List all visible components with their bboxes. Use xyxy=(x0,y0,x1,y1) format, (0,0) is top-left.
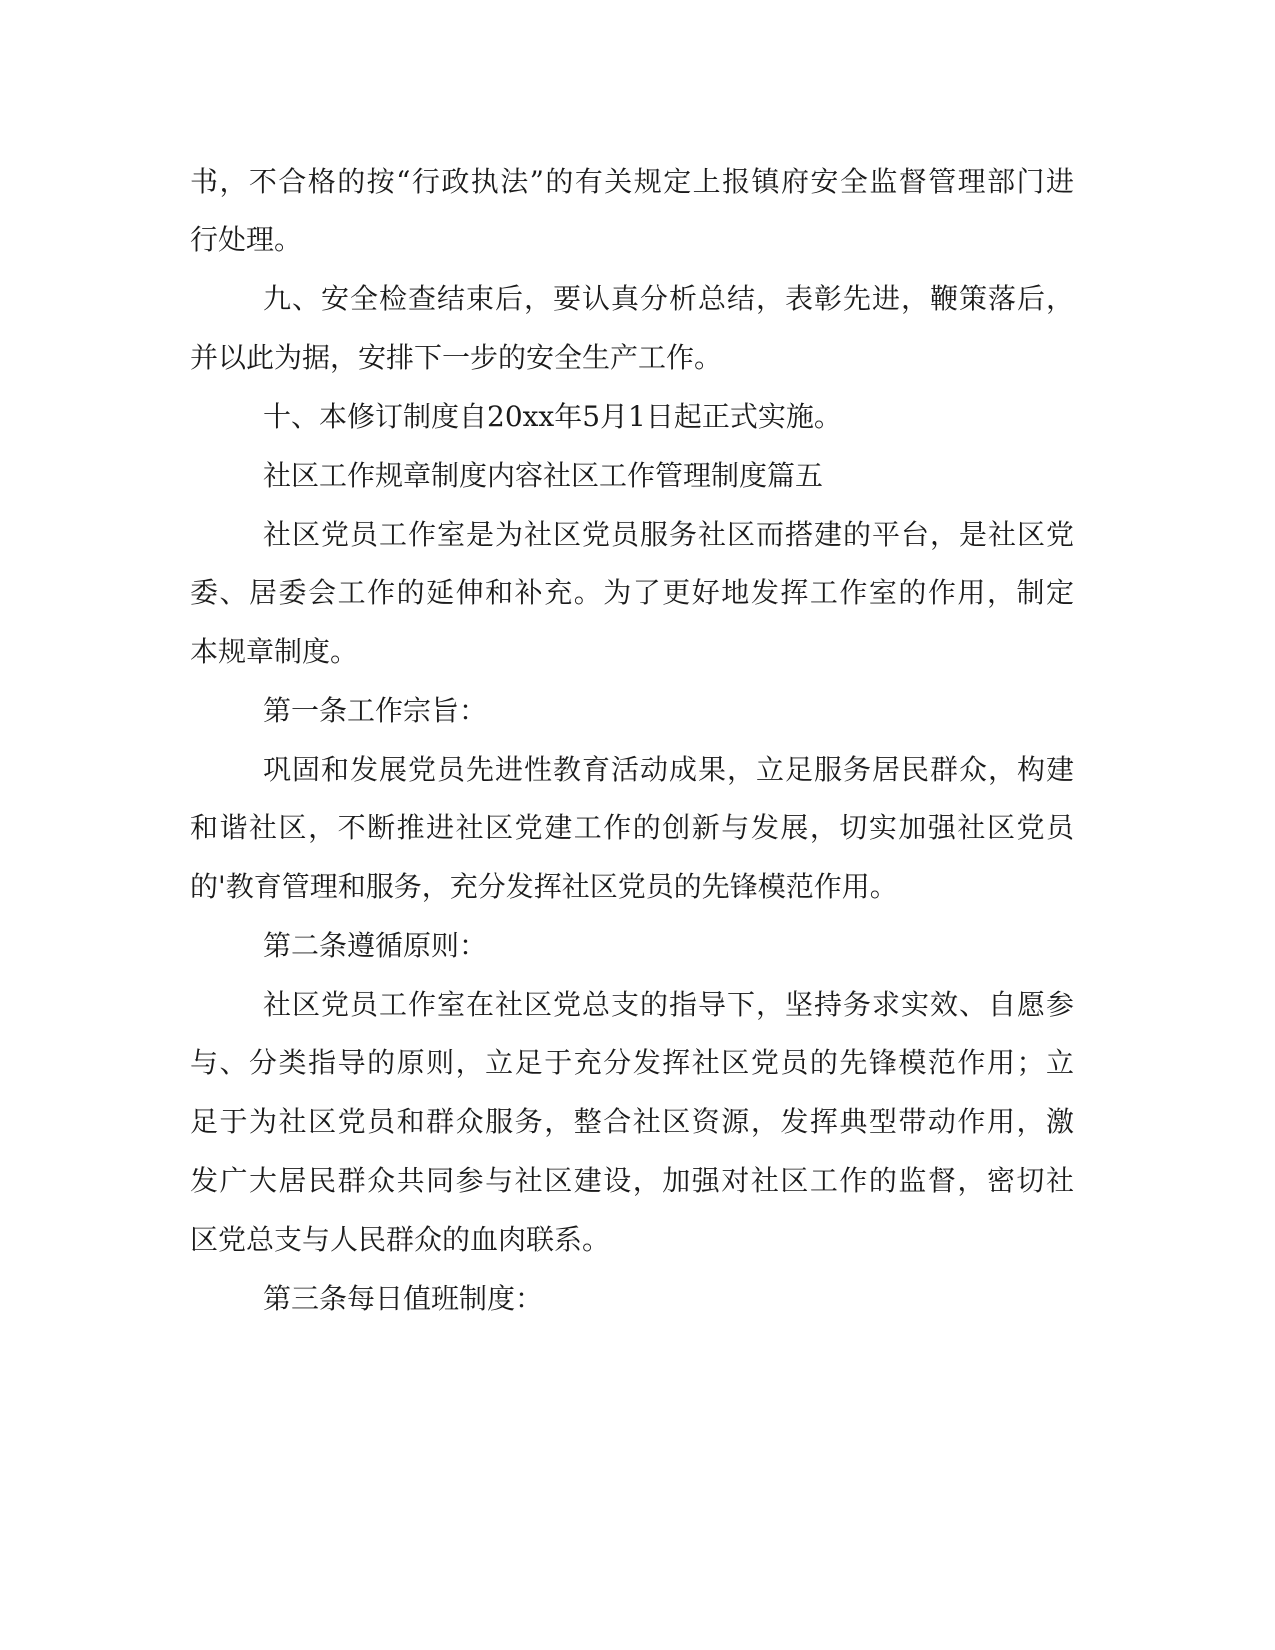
text-line: 九、安全检查结束后，要认真分析总结，表彰先进，鞭策落后， xyxy=(263,282,1074,315)
text-line: 和谐社区，不断推进社区党建工作的创新与发展，切实加强社区党员 xyxy=(190,811,1074,844)
text-line: 区党总支与人民群众的血肉联系。 xyxy=(190,1223,611,1256)
article-heading: 第三条每日值班制度： xyxy=(263,1282,544,1315)
text-line: 足于为社区党员和群众服务，整合社区资源，发挥典型带动作用，激 xyxy=(190,1105,1074,1138)
text-line: 并以此为据，安排下一步的安全生产工作。 xyxy=(190,341,723,374)
article-heading: 第二条遵循原则： xyxy=(263,929,488,962)
text-line: 书，不合格的按“行政执法”的有关规定上报镇府安全监督管理部门进 xyxy=(190,165,1074,198)
section-heading: 社区工作规章制度内容社区工作管理制度篇五 xyxy=(263,459,824,492)
text-line: 发广大居民群众共同参与社区建设，加强对社区工作的监督，密切社 xyxy=(190,1164,1074,1197)
text-line: 本规章制度。 xyxy=(190,635,359,668)
text-line: 行处理。 xyxy=(190,223,303,256)
text-line: 社区党员工作室在社区党总支的指导下，坚持务求实效、自愿参 xyxy=(263,988,1074,1021)
text-line: 十、本修订制度自20xx年5月1日起正式实施。 xyxy=(263,400,842,433)
text-line: 的'教育管理和服务，充分发挥社区党员的先锋模范作用。 xyxy=(190,870,898,903)
text-line: 委、居委会工作的延伸和补充。为了更好地发挥工作室的作用，制定 xyxy=(190,576,1074,609)
text-line: 巩固和发展党员先进性教育活动成果，立足服务居民群众，构建 xyxy=(263,753,1074,786)
article-heading: 第一条工作宗旨： xyxy=(263,694,488,727)
text-line: 社区党员工作室是为社区党员服务社区而搭建的平台，是社区党 xyxy=(263,518,1074,551)
text-line: 与、分类指导的原则，立足于充分发挥社区党员的先锋模范作用；立 xyxy=(190,1046,1074,1079)
